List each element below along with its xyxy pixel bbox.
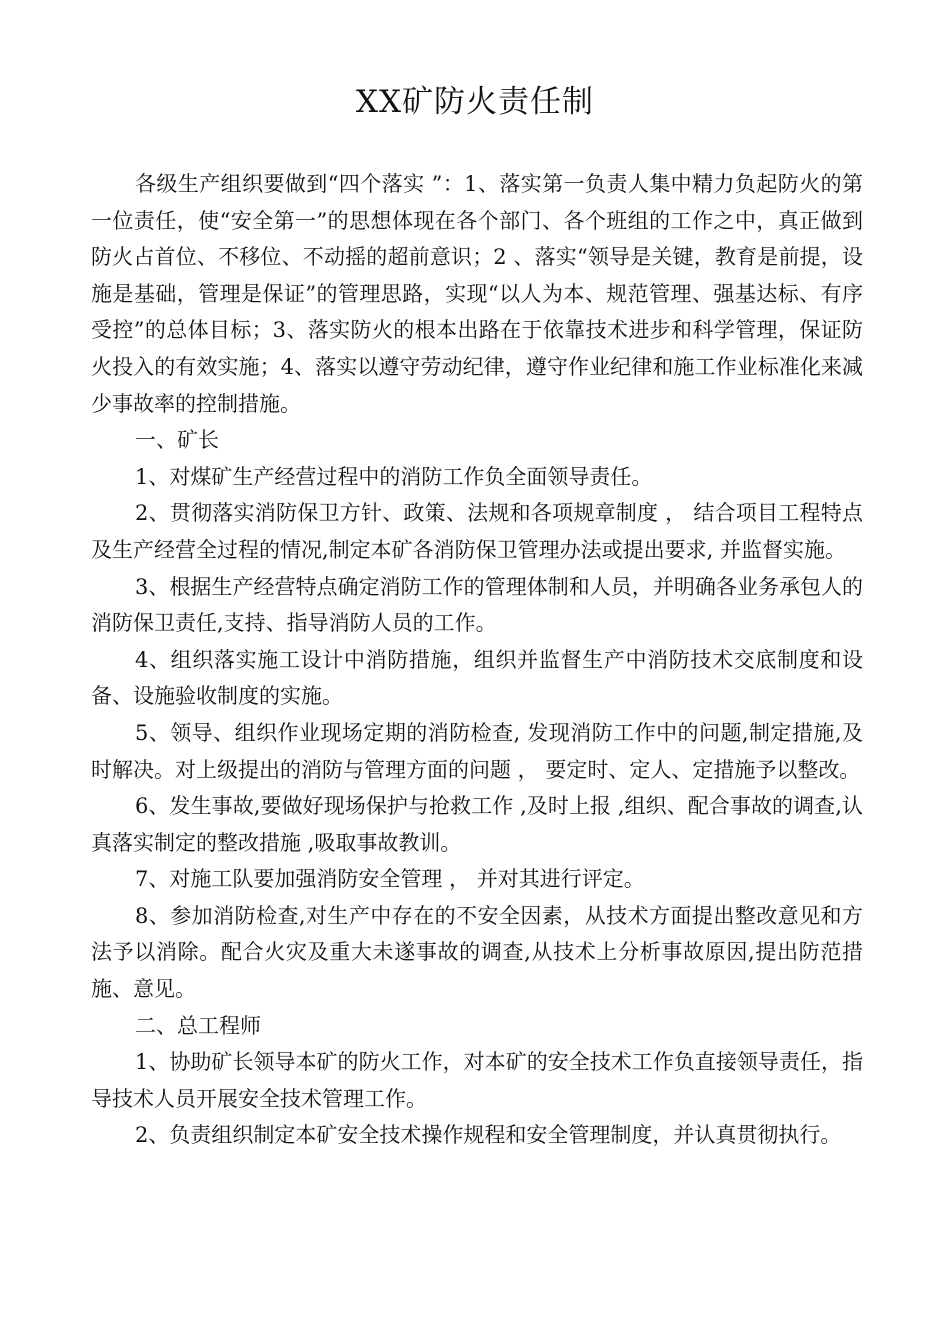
document-body [91,166,863,1154]
duty-item: 6、发生事故,要做好现场保护与抢救工作 ,及时上报 ,组织、配合事故的调查,认真落实制定的整改措施 ,吸取事故教训。 [91,794,863,855]
duty-item: 3、根据生产经营特点确定消防工作的管理体制和人员，并明确各业务承包人的消防保卫责任,支持、指导消防人员的工作。 [91,574,863,636]
duty-item: 4、组织落实施工设计中消防措施，组织并监督生产中消防技术交底制度和设备、设施验收制度的实施。 [91,647,863,709]
section-heading-chief-engineer: 二、总工程师 [135,1013,261,1038]
duty-item: 1、协助矿长领导本矿的防火工作，对本矿的安全技术工作负直接领导责任，指导技术人员开展安全技术管理工作。 [91,1050,863,1111]
duty-item: 5、领导、组织作业现场定期的消防检查, 发现消防工作中的问题,制定措施,及时解决。对上级提出的消防与管理方面的问题 ， 要定时、定人、定措施予以整改。 [91,720,863,782]
duty-item: 2、负责组织制定本矿安全技术操作规程和安全管理制度，并认真贯彻执行。 [135,1123,842,1148]
duty-item: 8、参加消防检查,对生产中存在的不安全因素，从技术方面提出整改意见和方法予以消除。配合火灾及重大未遂事故的调查,从技术上分析事故原因,提出防范措施、意见。 [91,903,863,1002]
duty-item: 1、对煤矿生产经营过程中的消防工作负全面领导责任。 [135,464,653,489]
duty-item: 2、贯彻落实消防保卫方针、政策、法规和各项规章制度 ， 结合项目工程特点及生产经营全过程的情况,制定本矿各消防保卫管理办法或提出要求, 并监督实施。 [91,501,863,562]
intro-paragraph: 各级生产组织要做到“四个落实 ”：1、落实第一负责人集中精力负起防火的第一位责任，使“安全第一”的思想体现在各个部门、各个班组的工作之中，真正做到防火占首位、不移位、不动摇的超前意识；2 、落实“领导是关键，教育是前提，设施是基础，管理是保证”的管理思路，实现“以人为本、规范管理、强基达标、有序受控”的总体目标；3、落实防火的根本出路在于依靠技术进步和科学管理，保证防火投入的有效实施；4、落实以遵守劳动纪律，遵守作业纪律和施工作业标准化来减少事故率的控制措施。 [91,172,863,416]
duty-item: 7、对施工队要加强消防安全管理 ， 并对其进行评定。 [135,867,645,892]
section-heading-mine-director: 一、矿长 [135,428,219,453]
document-title: XX矿防火责任制 [355,84,595,120]
